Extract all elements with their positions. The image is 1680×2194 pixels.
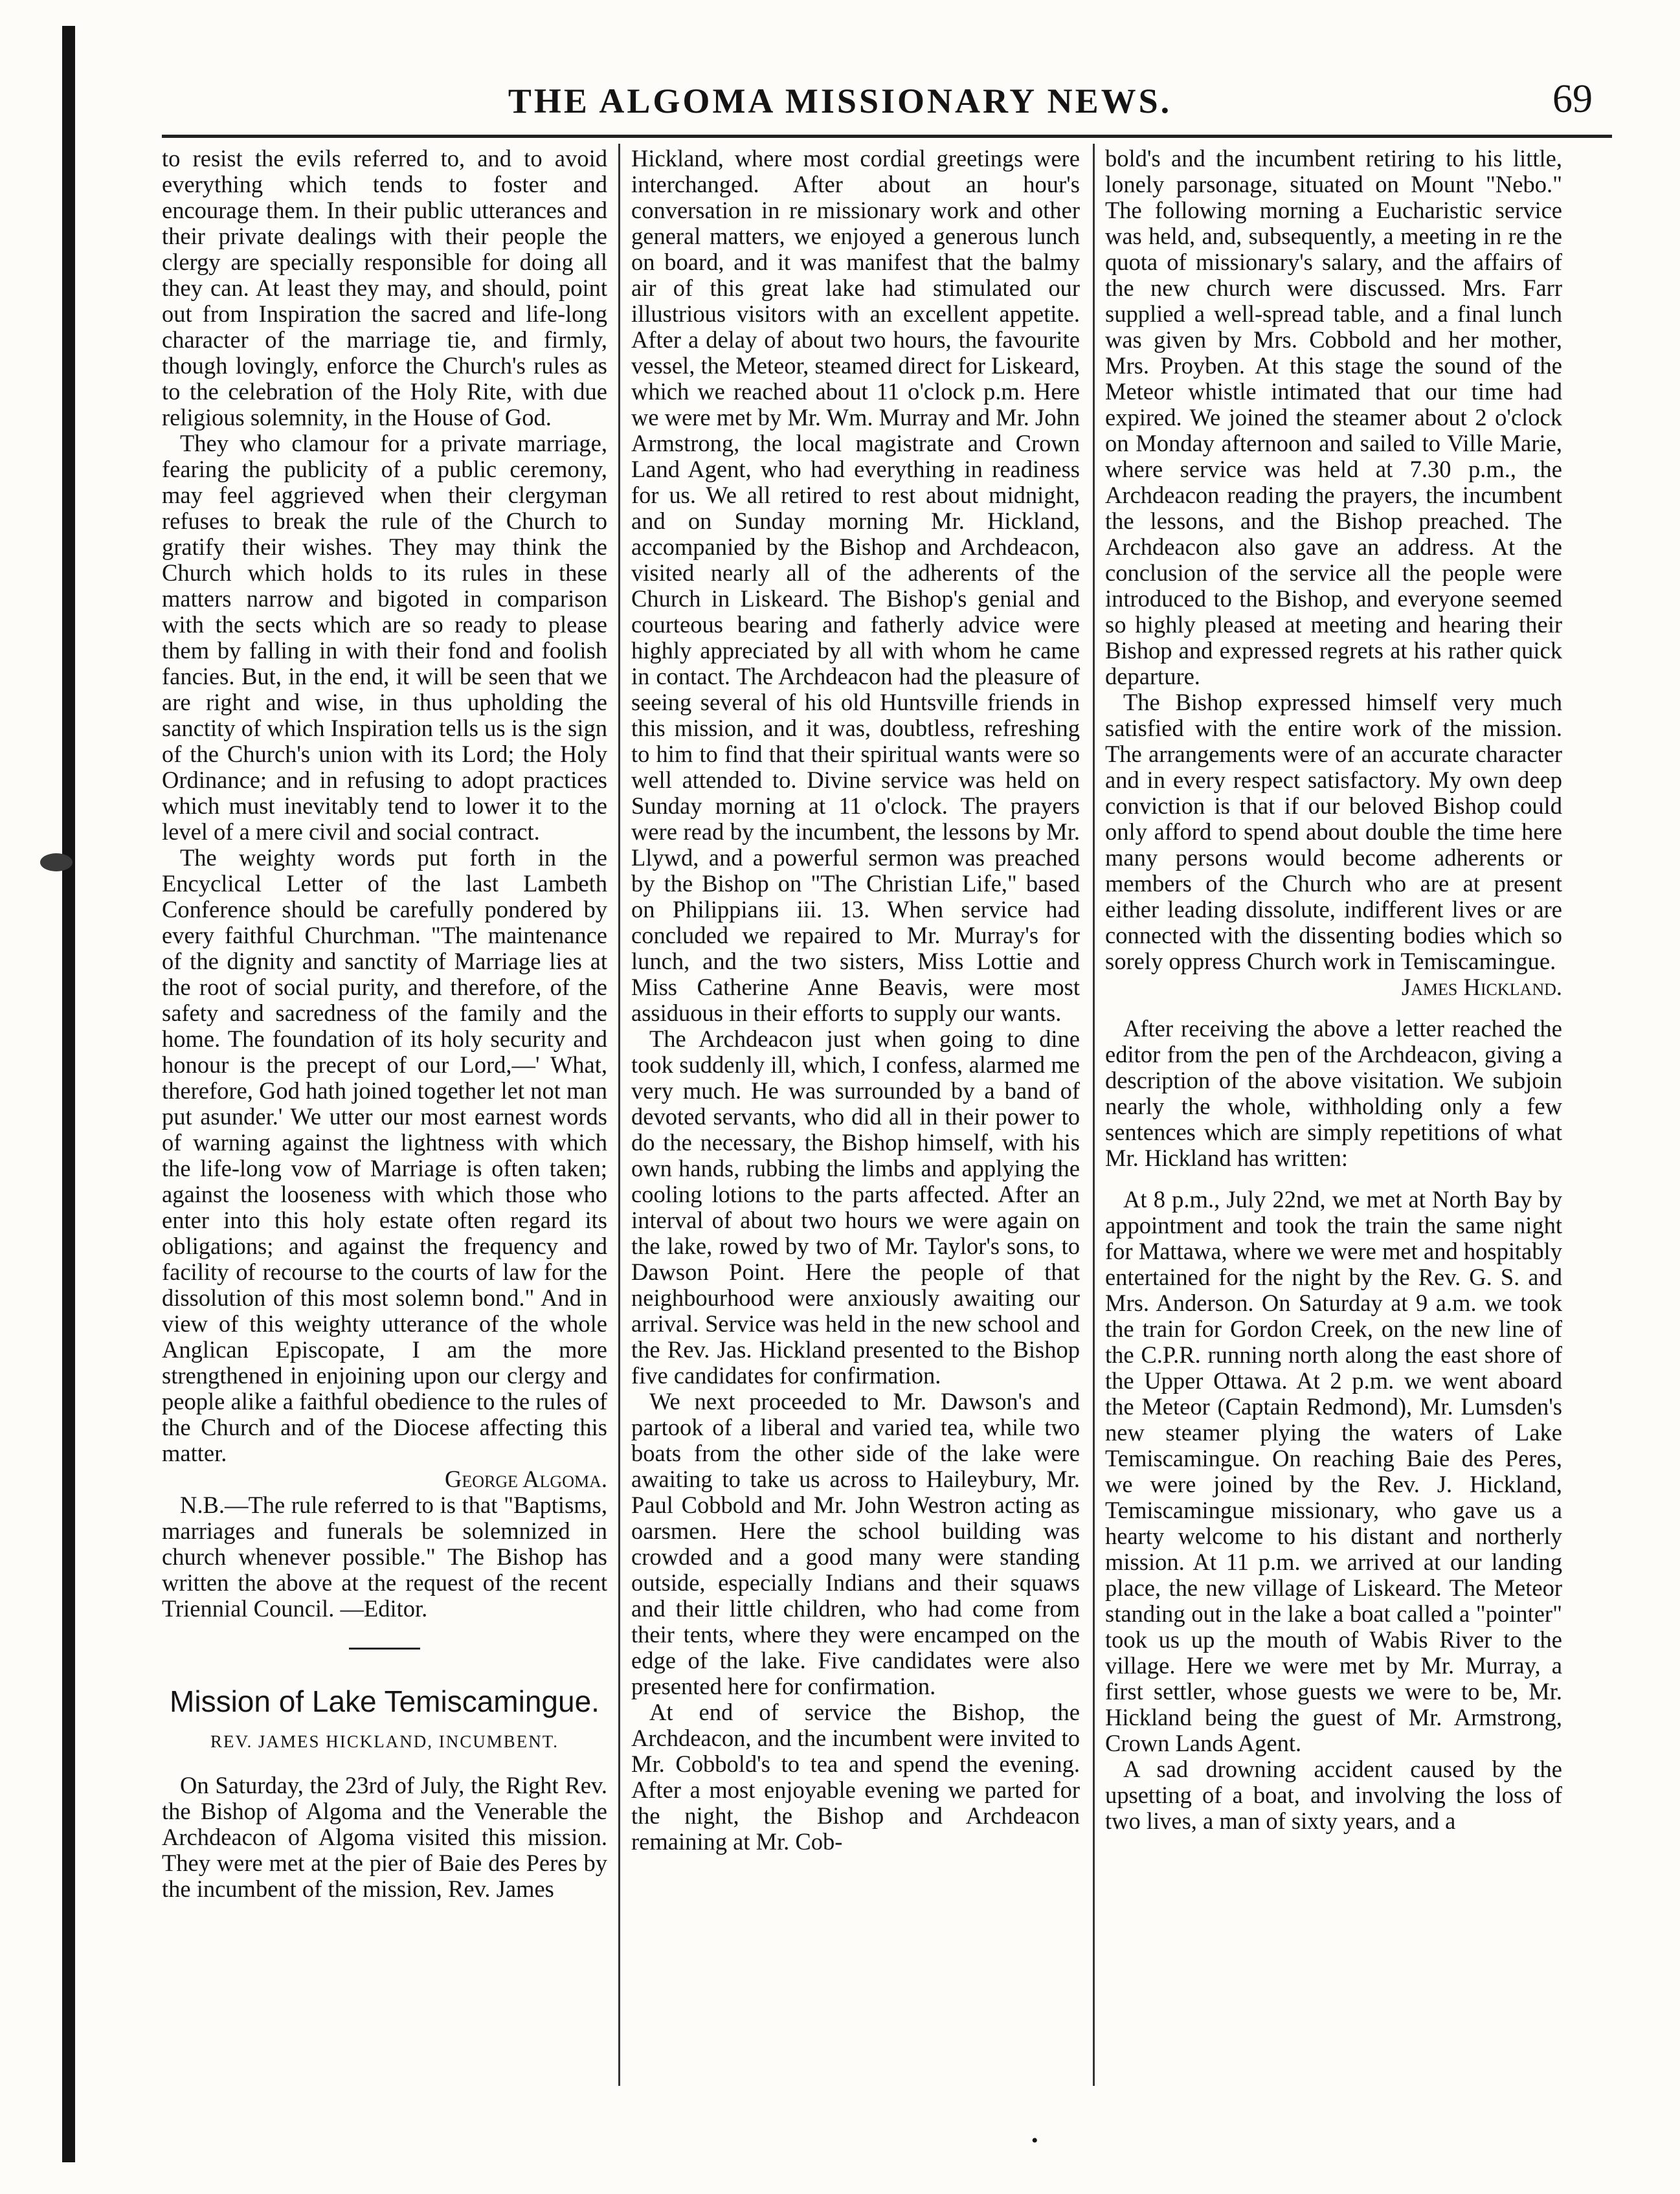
page-header xyxy=(0,0,1680,152)
column-1 xyxy=(162,146,607,2120)
page-number: 69 xyxy=(1552,77,1593,121)
section-title: Mission of Lake Temiscamingue. xyxy=(170,1685,599,1718)
column-divider xyxy=(1093,144,1095,2086)
signature: James Hickland. xyxy=(1401,974,1562,1000)
header-rule xyxy=(162,135,1612,138)
spacer xyxy=(1105,1000,1562,1016)
paragraph: They who clamour for a private marriage, fearing the publicity of a public ceremony, may feel aggrieved when their clergyman refuses to break the rule of the Church to gratify their wishes. They may think the Church which holds to its rules in these matters narrow and bigoted in comparison with the sects which are so ready to please them by falling in with their fond and foolish fancies. But, in the end, it will be seen that we are right and wise, in thus upholding the sanctity of which Inspiration tells us is the sign of the Church's union with its Lord; the Holy Ordinance; and in refusing to adopt practices which must inevitably tend to lower it to the level of a mere civil and social contract. xyxy=(162,430,607,845)
ink-blot xyxy=(40,853,73,871)
binding-edge xyxy=(62,26,75,2162)
paragraph: to resist the evils referred to, and to avoid everything which tends to foster and encourage them. In their public utterances and their private dealings with their people the clergy are specially responsible for doing all they can. At least they may, and should, point out from Inspiration the sacred and life-long character of the marriage tie, and firmly, though lovingly, enforce the Church's rules as to the celebration of the Holy Rite, with due religious solemnity, in the House of God. xyxy=(162,146,607,431)
paragraph: The weighty words put forth in the Encyclical Letter of the last Lambeth Conference should be carefully pondered by every faithful Churchman. "The maintenance of the dignity and sanctity of Marriage lies at the root of social purity, and therefore, of the safety and sacredness of the family and the home. The foundation of its holy security and honour is the precept of our Lord,—' What, therefore, God hath joined together let not man put asunder.' We utter our most earnest words of warning against the lightness with which the life-long vow of Marriage is often taken; against the looseness with which those who enter into this holy estate often regard its obligations; and against the frequency and facility of recourse to the courts of law for the dissolution of this most solemn bond." And in view of this weighty utterance of the whole Anglican Episcopate, I am the more strengthened in enjoining upon our clergy and people alike a faithful obedience to the rules of the Church and of the Diocese affecting this matter. xyxy=(162,844,607,1466)
section-divider xyxy=(349,1648,420,1650)
paragraph: After receiving the above a letter reached the editor from the pen of the Archdeacon, giving a description of the above visitation. We subjoin nearly the whole, withholding only a few sentences which are simply repetitions of what Mr. Hickland has written: xyxy=(1105,1015,1562,1171)
paragraph: The Bishop expressed himself very much satisfied with the entire work of the mission. The arrangements were of an accurate character and in every respect satisfactory. My own deep conviction is that if our beloved Bishop could only afford to spend about double the time here many persons would become adherents or members of the Church who are at present either leading dissolute, indifferent lives or are connected with the dissenting bodies which so sorely oppress Church work in Temiscamingue. xyxy=(1105,689,1562,974)
footer-mark: • xyxy=(1031,2130,1038,2151)
editor-note: N.B.—The rule referred to is that "Baptisms, marriages and funerals be solemnized in church whenever possible." The Bishop has written the above at the request of the recent Triennial Council. —Editor. xyxy=(162,1492,607,1622)
paragraph: On Saturday, the 23rd of July, the Right Rev. the Bishop of Algoma and the Venerable the Archdeacon of Algoma visited this mission. They were met at the pier of Baie des Peres by the incumbent of the mission, Rev. James xyxy=(162,1772,607,1902)
signature: George Algoma. xyxy=(445,1466,607,1492)
paragraph: A sad drowning accident caused by the upsetting of a boat, and involving the loss of two lives, a man of sixty years, and a xyxy=(1105,1756,1562,1834)
running-title: THE ALGOMA MISSIONARY NEWS. xyxy=(508,82,1172,120)
paragraph: Hickland, where most cordial greetings were interchanged. After about an hour's conversation in re missionary work and other general matters, we enjoyed a generous lunch on board, and it was manifest that the balmy air of this great lake had stimulated our illustrious visitors with an excellent appetite. After a delay of about two hours, the favourite vessel, the Meteor, steamed direct for Liskeard, which we reached about 11 o'clock p.m. Here we were met by Mr. Wm. Murray and Mr. John Armstrong, the local magistrate and Crown Land Agent, who had everything in readiness for us. We all retired to rest about midnight, and on Sunday morning Mr. Hickland, accompanied by the Bishop and Archdeacon, visited nearly all of the adherents of the Church in Liskeard. The Bishop's genial and courteous bearing and fatherly advice were highly appreciated by all with whom he came in contact. The Archdeacon had the pleasure of seeing several of his old Huntsville friends in this mission, and it was, doubtless, refreshing to him to find that their spiritual wants were so well attended to. Divine service was held on Sunday morning at 11 o'clock. The prayers were read by the incumbent, the lessons by Mr. Llywd, and a powerful sermon was preached by the Bishop on "The Christian Life," based on Philippians iii. 13. When service had concluded we repaired to Mr. Murray's for lunch, and the two sisters, Miss Lottie and Miss Catherine Anne Beavis, were most assiduous in their efforts to supply our wants. xyxy=(631,146,1080,1026)
paragraph: At 8 p.m., July 22nd, we met at North Bay by appointment and took the train the same night for Mattawa, where we were met and hospitably entertained for the night by the Rev. G. S. and Mrs. Anderson. On Saturday at 9 a.m. we took the train for Gordon Creek, on the new line of the C.P.R. running north along the east shore of the Upper Ottawa. At 2 p.m. we went aboard the Meteor (Captain Redmond), Mr. Lumsden's new steamer plying the waters of Lake Temiscamingue. On reaching Baie des Peres, we were joined by the Rev. J. Hickland, Temiscamingue missionary, who gave us a hearty welcome to his distant and northerly mission. At 11 p.m. we arrived at our landing place, the new village of Liskeard. The Meteor standing out in the lake a boat called a "pointer" took us up the mouth of Wabis River to the village. Here we were met by Mr. Murray, a first settler, whose guests we were to be, Mr. Hickland being the guest of Mr. Armstrong, Crown Lands Agent. xyxy=(1105,1186,1562,1756)
paragraph: At end of service the Bishop, the Archdeacon, and the incumbent were invited to Mr. Cobbold's to tea and spend the evening. After a most enjoyable evening we parted for the night, the Bishop and Archdeacon remaining at Mr. Cob- xyxy=(631,1699,1080,1855)
column-divider xyxy=(618,144,620,2086)
spacer xyxy=(1105,1171,1562,1187)
paragraph: The Archdeacon just when going to dine took suddenly ill, which, I confess, alarmed me very much. He was surrounded by a band of devoted servants, who did all in their power to do the necessary, the Bishop himself, with his own hands, rubbing the limbs and applying the cooling lotions to the parts affected. After an interval of about two hours we were again on the lake, rowed by two of Mr. Taylor's sons, to Dawson Point. Here the people of that neighbourhood were anxiously awaiting our arrival. Service was held in the new school and the Rev. Jas. Hickland presented to the Bishop five candidates for confirmation. xyxy=(631,1025,1080,1389)
column-2 xyxy=(631,146,1080,2120)
column-3 xyxy=(1105,146,1562,2120)
paragraph: We next proceeded to Mr. Dawson's and partook of a liberal and varied tea, while two boats from the other side of the lake were awaiting to take us across to Haileybury, Mr. Paul Cobbold and Mr. John Westron acting as oarsmen. Here the school building was crowded and a good many were standing outside, especially Indians and their squaws and their little children, who had come from their tents, where they were encamped on the edge of the lake. Five candidates were also presented here for confirmation. xyxy=(631,1388,1080,1699)
paragraph: bold's and the incumbent retiring to his little, lonely parsonage, situated on Mount "Nebo." The following morning a Eucharistic service was held, and, subsequently, a meeting in re the quota of missionary's salary, and the affairs of the new church were discussed. Mrs. Farr supplied a well-spread table, and a final lunch was given by Mrs. Cobbold and her mother, Mrs. Proyben. At this stage the sound of the Meteor whistle intimated that our time had expired. We joined the steamer about 2 o'clock on Monday afternoon and sailed to Ville Marie, where service was held at 7.30 p.m., the Archdeacon reading the prayers, the incumbent the lessons, and the Bishop preached. The Archdeacon also gave an address. At the conclusion of the service all the people were introduced to the Bishop, and everyone seemed so highly pleased at meeting and hearing their Bishop and expressed regrets at his rather quick departure. xyxy=(1105,146,1562,689)
byline: REV. JAMES HICKLAND, INCUMBENT. xyxy=(210,1732,559,1751)
